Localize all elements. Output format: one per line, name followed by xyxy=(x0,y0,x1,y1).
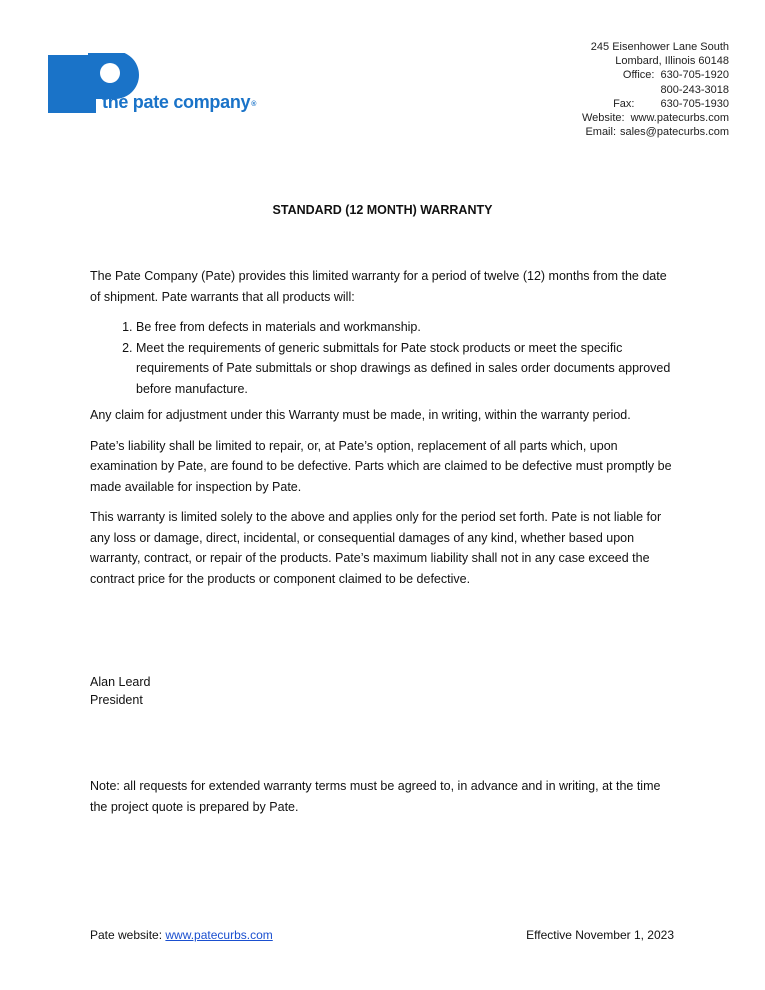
document-title: STANDARD (12 MONTH) WARRANTY xyxy=(272,203,493,217)
address-website: www.patecurbs.com xyxy=(630,112,729,125)
signer-role: President xyxy=(90,693,143,707)
address-email-row xyxy=(469,125,729,139)
fax-label: Fax: xyxy=(613,97,635,110)
company-address-block xyxy=(469,40,729,139)
office-phone-2: 800-243-3018 xyxy=(660,83,729,96)
footer-website-label: Pate website: xyxy=(90,928,163,942)
email-label: Email: xyxy=(585,126,616,139)
logo-wordmark: the pate company® xyxy=(102,92,257,112)
address-city: Lombard, Illinois 60148 xyxy=(615,55,729,68)
list-item: 2. Meet the requirements of generic submittals for Pate stock products or meet the specific requirements of Pate submittals or shop drawings as defined in sales order documents approved before manufacture. xyxy=(136,338,680,400)
footer-effective-date: Effective November 1, 2023 xyxy=(526,928,674,942)
address-office-row xyxy=(469,68,729,82)
website-label: Website: xyxy=(581,112,625,125)
office-phone: 630-705-1920 xyxy=(660,69,729,82)
liability-paragraph: Pate’s liability shall be limited to repair, or, at Pate’s option, replacement of all parts which, upon examination by Pate, are found to be defective. Parts which are claimed to be defective must promptly be made available for inspection by Pate. xyxy=(90,438,672,494)
office-label: Office: xyxy=(622,69,655,82)
address-email: sales@patecurbs.com xyxy=(620,126,729,139)
address-street: 245 Eisenhower Lane South xyxy=(590,41,729,53)
document-body xyxy=(90,266,680,599)
signature-block xyxy=(90,673,150,709)
warranty-list xyxy=(90,317,680,399)
company-logo xyxy=(48,53,268,119)
list-item: 1. Be free from defects in materials and workmanship. xyxy=(136,317,680,338)
extended-warranty-note: Note: all requests for extended warranty terms must be agreed to, in advance and in writing, at the time the project quote is prepared by Pate. xyxy=(90,779,661,814)
intro-paragraph: The Pate Company (Pate) provides this limited warranty for a period of twelve (12) months from the date of shipment. Pate warrants that all products will: xyxy=(90,269,667,304)
registered-mark: ® xyxy=(251,101,257,108)
footer-website-link[interactable]: www.patecurbs.com xyxy=(165,928,273,942)
limits-paragraph: This warranty is limited solely to the above and applies only for the period set forth. Pate is not liable for any loss or damage, direct, incidental, or consequential damages of any kind, whether based upon warranty, contract, or repair of the products. Pate’s maximum liability shall not in any case exceed the contract price for the products or component claimed to be defective. xyxy=(90,510,662,586)
claim-paragraph: Any claim for adjustment under this Warranty must be made, in writing, within the warranty period. xyxy=(90,408,631,422)
address-website-row xyxy=(469,111,729,125)
footer-website xyxy=(90,928,273,942)
signer-name: Alan Leard xyxy=(90,675,151,689)
fax-number: 630-705-1930 xyxy=(660,97,729,110)
address-fax-row xyxy=(469,97,729,111)
